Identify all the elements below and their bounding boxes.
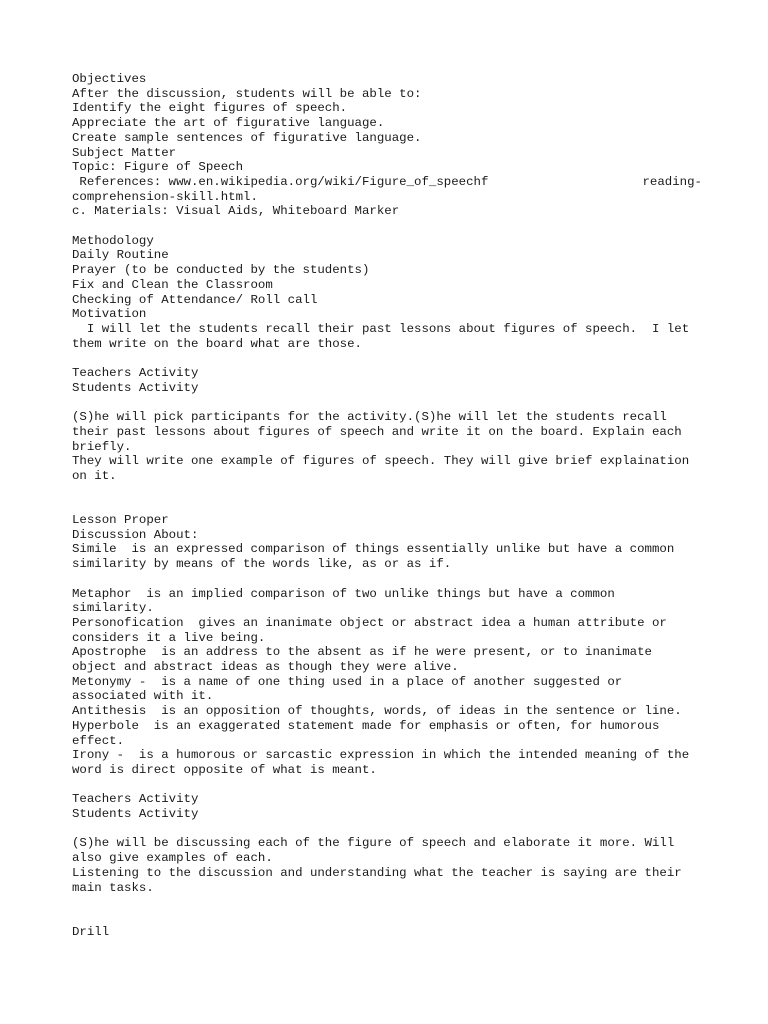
teacher-activity-text: (S)he will pick participants for the activity.(S)he will let the students recall bbox=[72, 410, 667, 425]
lesson-plan-document bbox=[72, 72, 702, 939]
definition-line: Irony - is a humorous or sarcastic expression in which the intended meaning of the bbox=[72, 748, 690, 763]
spacer bbox=[72, 484, 702, 499]
spacer bbox=[72, 778, 702, 793]
definition-line: considers it a live being. bbox=[72, 630, 266, 645]
spacer bbox=[72, 219, 702, 234]
references-url-wrap: reading- bbox=[642, 174, 702, 189]
spacer bbox=[72, 498, 702, 513]
teacher-activity-text: briefly. bbox=[72, 439, 132, 454]
definition-line: similarity. bbox=[72, 601, 154, 616]
daily-routine-heading: Daily Routine bbox=[72, 248, 169, 263]
discussion-subheading: Discussion About: bbox=[72, 527, 199, 542]
drill-heading: Drill bbox=[72, 924, 110, 939]
simile-definition: Simile is an expressed comparison of things essentially unlike but have a common bbox=[72, 542, 675, 557]
methodology-heading: Methodology bbox=[72, 233, 154, 248]
teachers-activity-heading: Teachers Activity bbox=[72, 366, 199, 381]
routine-item: Fix and Clean the Classroom bbox=[72, 277, 273, 292]
spacer bbox=[72, 822, 702, 837]
spacer bbox=[72, 572, 702, 587]
spacer bbox=[72, 910, 702, 925]
spacer bbox=[72, 895, 702, 910]
spacer bbox=[72, 351, 702, 366]
objectives-heading: Objectives bbox=[72, 72, 147, 86]
activity-text: Listening to the discussion and understanding what the teacher is saying are their bbox=[72, 865, 682, 880]
motivation-text: I will let the students recall their past lessons about figures of speech. I let bbox=[72, 321, 690, 336]
routine-item: Checking of Attendance/ Roll call bbox=[72, 292, 318, 307]
teachers-activity-heading: Teachers Activity bbox=[72, 792, 199, 807]
teacher-activity-text: their past lessons about figures of speech and write it on the board. Explain each bbox=[72, 424, 682, 439]
definition-line: Hyperbole is an exaggerated statement made for emphasis or often, for humorous bbox=[72, 718, 660, 733]
definition-line: Metonymy - is a name of one thing used in a place of another suggested or bbox=[72, 674, 623, 689]
definition-line: effect. bbox=[72, 733, 125, 748]
references-url: References: www.en.wikipedia.org/wiki/Figure_of_speechf bbox=[72, 174, 489, 189]
activity-text: also give examples of each. bbox=[72, 851, 273, 866]
routine-item: Prayer (to be conducted by the students) bbox=[72, 263, 370, 278]
student-activity-text: on it. bbox=[72, 468, 117, 483]
materials-line: c. Materials: Visual Aids, Whiteboard Marker bbox=[72, 204, 400, 219]
subject-matter-heading: Subject Matter bbox=[72, 145, 177, 160]
definition-line: Metaphor is an implied comparison of two unlike things but have a common bbox=[72, 586, 615, 601]
objective-item: Appreciate the art of figurative language. bbox=[72, 116, 385, 131]
definition-line: object and abstract ideas as though they were alive. bbox=[72, 660, 459, 675]
references-line bbox=[72, 175, 702, 190]
definition-line: Personofication gives an inanimate object or abstract idea a human attribute or bbox=[72, 615, 667, 630]
definition-line: associated with it. bbox=[72, 689, 214, 704]
references-continuation: comprehension-skill.html. bbox=[72, 189, 258, 204]
topic-line: Topic: Figure of Speech bbox=[72, 160, 244, 175]
lesson-proper-heading: Lesson Proper bbox=[72, 513, 169, 528]
activity-text: main tasks. bbox=[72, 880, 154, 895]
spacer bbox=[72, 395, 702, 410]
activity-text: (S)he will be discussing each of the figure of speech and elaborate it more. Will bbox=[72, 836, 675, 851]
student-activity-text: They will write one example of figures of speech. They will give brief explaination bbox=[72, 454, 690, 469]
definition-line: Antithesis is an opposition of thoughts, words, of ideas in the sentence or line. bbox=[72, 704, 682, 719]
students-activity-heading: Students Activity bbox=[72, 807, 199, 822]
motivation-text: them write on the board what are those. bbox=[72, 336, 362, 351]
students-activity-heading: Students Activity bbox=[72, 380, 199, 395]
motivation-heading: Motivation bbox=[72, 307, 147, 322]
objective-item: Identify the eight figures of speech. bbox=[72, 101, 348, 116]
simile-definition: similarity by means of the words like, as or as if. bbox=[72, 557, 452, 572]
definition-line: Apostrophe is an address to the absent as if he were present, or to inanimate bbox=[72, 645, 652, 660]
definition-line: word is direct opposite of what is meant. bbox=[72, 762, 377, 777]
objective-item: Create sample sentences of figurative language. bbox=[72, 130, 422, 145]
objectives-intro: After the discussion, students will be able to: bbox=[72, 86, 422, 101]
